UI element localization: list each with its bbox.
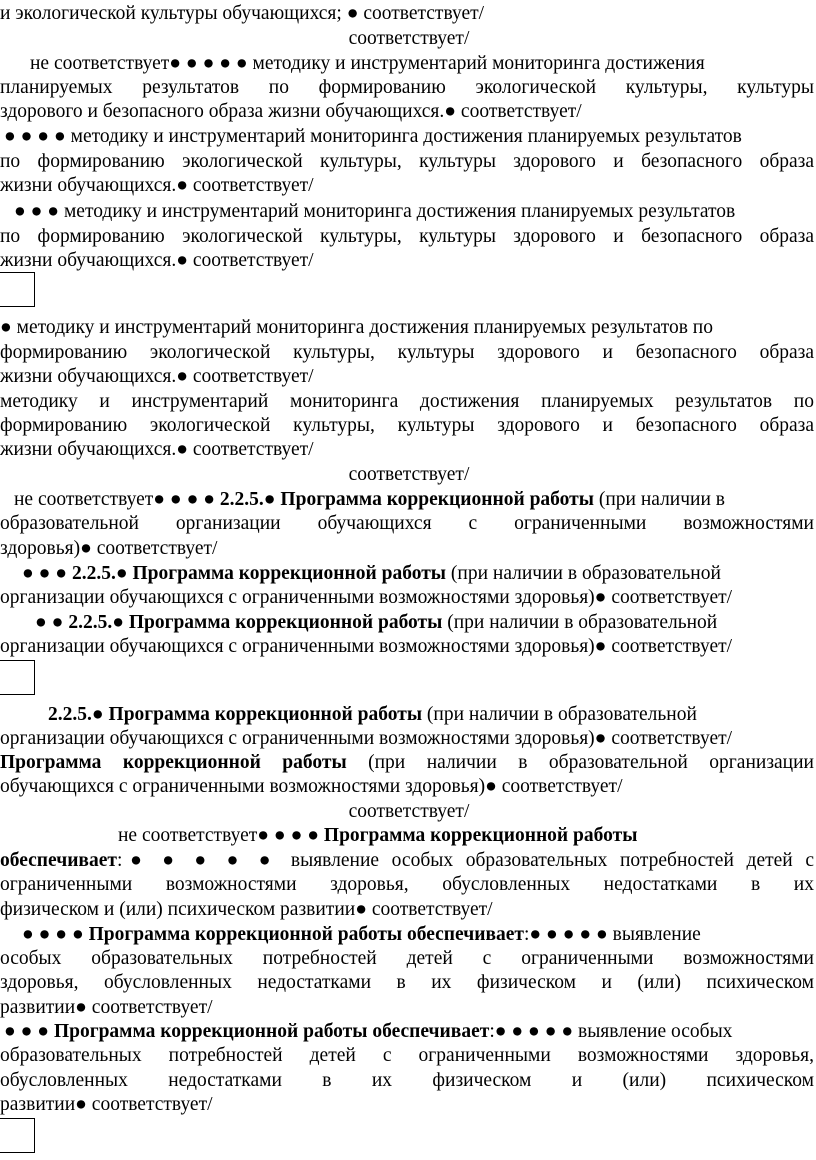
text-line: по формированию экологической культуры, культуры здорового и безопасного образа (0, 151, 814, 172)
text-line: здоровья, обусловленных недостатками в их физическом и (или) психическом (0, 972, 814, 993)
text-line: ● методику и инструментарий мониторинга достижения планируемых результатов по (0, 317, 713, 338)
text-line: развитии● соответствует/ (0, 997, 213, 1018)
text-line (14, 488, 814, 512)
text-line: обусловленных недостатками в их физическом и (или) психическом (0, 1070, 814, 1091)
text-line: методику и инструментарий мониторинга достижения планируемых результатов по (0, 391, 814, 412)
text-line: формированию экологической культуры, культуры здорового и безопасного образа (0, 415, 814, 436)
text-line: соответствует/ (348, 464, 470, 485)
text-line: жизни обучающихся.● соответствует/ (0, 366, 314, 387)
text-run: :● ● ● ● ● выявление особых (489, 1021, 733, 1042)
text-line: жизни обучающихся.● соответствует/ (0, 439, 314, 460)
blank-box (0, 660, 35, 695)
text-line: особых образовательных потребностей детей с ограниченными возможностями (0, 948, 814, 969)
text-run: (при наличии в образовательной организации (346, 752, 814, 773)
text-run: :● ● ● ● ● выявление особых образовательных потребностей детей с (116, 850, 814, 871)
text-line: соответствует/ (348, 801, 470, 822)
text-line: формированию экологической культуры, культуры здорового и безопасного образа (0, 342, 814, 363)
text-run: (при наличии в образовательной (422, 704, 697, 725)
program-heading: 2.2.5.● Программа коррекционной работы (68, 612, 443, 633)
text-run: ● ● ● (4, 1021, 54, 1042)
text-line: обучающихся с ограниченными возможностями здоровья)● соответствует/ (0, 776, 623, 797)
text-line: соответствует/ (348, 28, 470, 49)
blank-box (0, 1118, 35, 1153)
program-heading: Программа коррекционной работы (0, 752, 347, 773)
text-run: (при наличии в (593, 489, 726, 510)
text-line (0, 849, 814, 873)
program-heading: 2.2.5.● Программа коррекционной работы (48, 704, 423, 725)
blank-box (0, 272, 35, 307)
text-line (48, 703, 814, 727)
program-heading: Программа коррекционной работы обеспечивает (53, 1021, 490, 1042)
text-line: здорового и безопасного образа жизни обучающихся.● соответствует/ (0, 101, 582, 122)
text-run: ● ● ● ● (22, 924, 89, 945)
text-run: (при наличии в образовательной (442, 612, 718, 633)
program-heading: 2.2.5.● Программа коррекционной работы (219, 489, 594, 510)
text-line: образовательных потребностей детей с ограниченными возможностями здоровья, (0, 1045, 814, 1066)
text-line: здоровья)● соответствует/ (0, 538, 218, 559)
text-line (35, 611, 814, 635)
text-line: ограниченными возможностями здоровья, обусловленных недостатками в их (0, 874, 814, 895)
text-line: организации обучающихся с ограниченными возможностями здоровья)● соответствует/ (0, 636, 733, 657)
program-heading: Программа коррекционной работы обеспечивает (88, 924, 524, 945)
text-line (22, 562, 814, 586)
text-line: развитии● соответствует/ (0, 1094, 213, 1115)
program-heading: обеспечивает (0, 850, 117, 871)
text-line (4, 1020, 814, 1044)
text-line (0, 751, 814, 775)
text-run: :● ● ● ● ● выявление (523, 924, 701, 945)
program-heading: 2.2.5.● Программа коррекционной работы (71, 563, 447, 584)
text-line: физическом и (или) психическом развитии● соответствует/ (0, 899, 493, 920)
text-line: ● ● ● ● методику и инструментарий мониторинга достижения планируемых результатов (4, 126, 742, 147)
text-line (22, 923, 814, 947)
text-run: не соответствует● ● ● ● (14, 489, 220, 510)
text-line: организации обучающихся с ограниченными возможностями здоровья)● соответствует/ (0, 587, 733, 608)
text-line: не соответствует● ● ● ● ● методику и инструментарий мониторинга достижения (30, 53, 705, 74)
text-run: (при наличии в образовательной (446, 563, 721, 584)
text-line: по формированию экологической культуры, культуры здорового и безопасного образа (0, 226, 814, 247)
text-run: ● ● ● (22, 563, 72, 584)
text-line: жизни обучающихся.● соответствует/ (0, 250, 314, 271)
text-line: организации обучающихся с ограниченными возможностями здоровья)● соответствует/ (0, 728, 733, 749)
text-line: жизни обучающихся.● соответствует/ (0, 175, 314, 196)
text-run: ● ● (35, 612, 69, 633)
text-run: не соответствует● ● ● ● (118, 825, 324, 846)
text-line: ● ● ● методику и инструментарий мониторинга достижения планируемых результатов (14, 201, 736, 222)
text-line: планируемых результатов по формированию экологической культуры, культуры (0, 77, 814, 98)
program-heading: Программа коррекционной работы (323, 825, 638, 846)
text-line: образовательной организации обучающихся с ограниченными возможностями (0, 513, 814, 534)
text-line: и экологической культуры обучающихся; ● соответствует/ (0, 3, 485, 24)
text-line (118, 824, 814, 848)
